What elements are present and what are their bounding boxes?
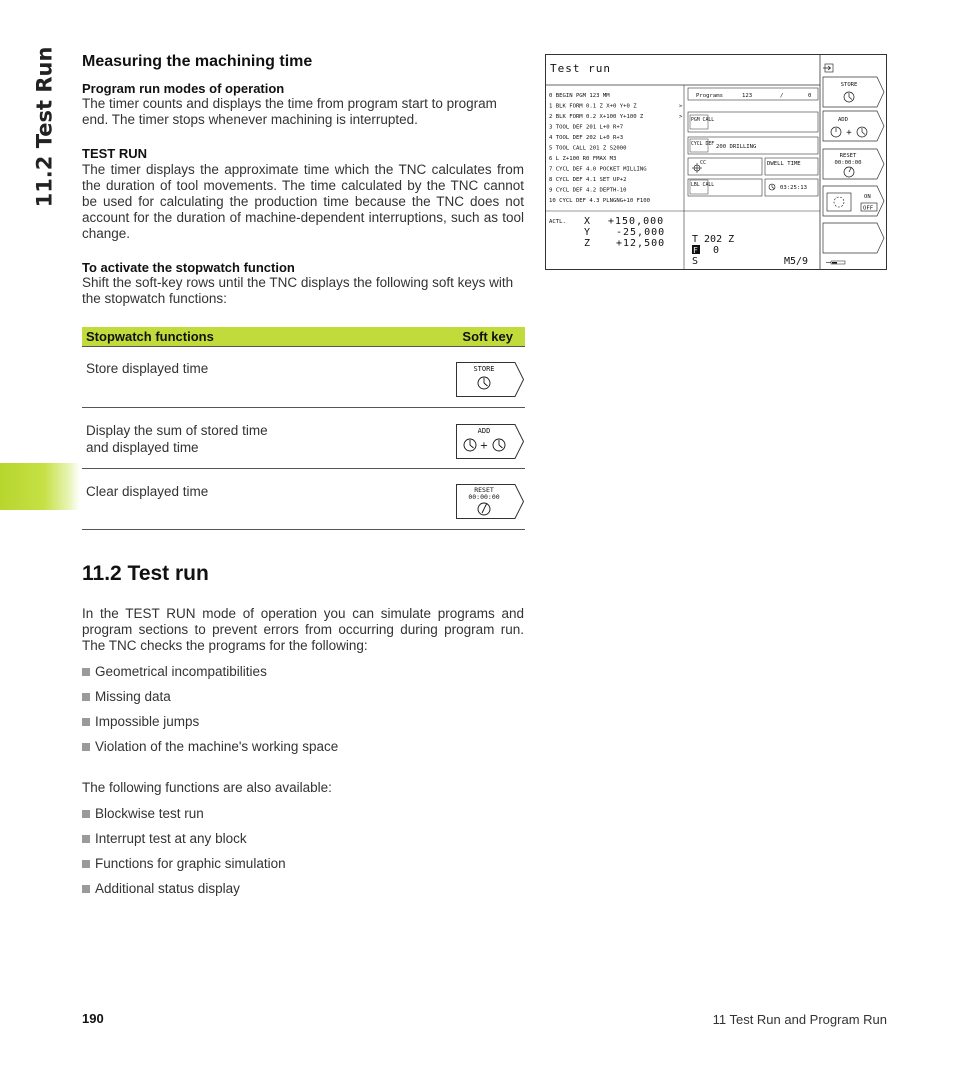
table-row — [82, 408, 525, 469]
bullet-square-icon — [82, 718, 90, 726]
page-number: 190 — [82, 1011, 104, 1026]
reset-softkey-time: 00:00:00 — [468, 493, 500, 501]
stopwatch-functions-table — [82, 327, 525, 530]
paragraph-test-run: The timer displays the approximate time which the TNC calculates from the duration of tool movements. The time calculated by the TNC cannot be used for calculating the production time because the TNC does not account for the duration of machine-dependent interruptions, such as tool change. — [82, 162, 524, 241]
screen-reset-time: 00:00:00 — [834, 160, 862, 166]
side-chapter-title: 11.2 Test Run — [32, 46, 57, 208]
list-item: Blockwise test run — [82, 801, 286, 826]
row-function-text-line2: and displayed time — [86, 440, 199, 455]
table-row — [82, 469, 525, 530]
list-item: Interrupt test at any block — [82, 826, 286, 851]
programs-slash: / — [780, 93, 784, 99]
spindle-label: S — [692, 256, 699, 267]
cycl-def-text: 200 DRILLING — [716, 144, 757, 150]
axis-y-label: Y — [584, 227, 591, 238]
feed-value: 0 — [713, 245, 720, 256]
store-softkey[interactable] — [456, 362, 524, 397]
row-function-text: Display the sum of stored time — [86, 423, 268, 438]
axis-x-value: +150,000 — [608, 216, 665, 227]
functions-list — [82, 801, 286, 901]
programs-value: 123 — [742, 93, 753, 99]
screen-reset-softkey[interactable] — [823, 149, 884, 179]
actl-label: ACTL. — [549, 219, 566, 225]
list-item: Violation of the machine's working space — [82, 734, 338, 759]
row-function-text: Store displayed time — [86, 361, 209, 376]
list-item: Impossible jumps — [82, 709, 338, 734]
program-line: 0 BEGIN PGM 123 MM — [549, 93, 610, 99]
add-softkey[interactable] — [456, 424, 524, 459]
scroll-arrow-icon: > — [679, 103, 683, 110]
table-header-function: Stopwatch functions — [86, 329, 214, 344]
subheading-program-run-modes: Program run modes of operation — [82, 81, 285, 96]
program-line: 1 BLK FORM 0.1 Z X+0 Y+0 Z — [549, 103, 637, 110]
list-item: Additional status display — [82, 876, 286, 901]
program-line: 5 TOOL CALL 201 Z S2000 — [549, 145, 627, 152]
add-softkey-label: ADD — [477, 427, 491, 435]
lbl-call-label: LBL CALL — [691, 183, 715, 188]
paragraph-program-run-modes: The timer counts and displays the time from program start to program end. The timer stops whenever machining is interrupted. — [82, 96, 497, 127]
list-item: Missing data — [82, 684, 338, 709]
programs-count: 0 — [808, 93, 812, 99]
pgm-call-label: PGM CALL — [691, 118, 715, 123]
bullet-square-icon — [82, 668, 90, 676]
screen-reset-label: RESET — [839, 153, 857, 159]
axis-y-value: -25,000 — [616, 227, 666, 238]
program-line: 7 CYCL DEF 4.0 POCKET MILLING — [549, 166, 647, 173]
bullet-square-icon — [82, 860, 90, 868]
timer-value: 03:25:13 — [780, 185, 807, 191]
reset-softkey-label: RESET — [474, 486, 494, 494]
cc-label: CC — [700, 160, 707, 166]
screen-on-off-softkey[interactable] — [823, 186, 884, 216]
bullet-square-icon — [82, 743, 90, 751]
bullet-square-icon — [82, 810, 90, 818]
screen-add-plus-icon: + — [846, 128, 852, 138]
program-line: 4 TOOL DEF 202 L+0 R+3 — [549, 135, 624, 141]
screen-off-label: OFF — [863, 205, 874, 212]
bullet-square-icon — [82, 693, 90, 701]
cycl-def-label: CYCL DEF — [691, 142, 715, 147]
paragraph-also-available: The following functions are also available: — [82, 780, 332, 795]
list-item: Functions for graphic simulation — [82, 851, 286, 876]
table-header — [82, 327, 525, 346]
tool-line: T 202 Z — [692, 234, 735, 245]
program-line: 8 CYCL DEF 4.1 SET UP+2 — [549, 177, 627, 183]
program-line: 3 TOOL DEF 201 L+0 R+7 — [549, 124, 624, 131]
program-line: 9 CYCL DEF 4.2 DEPTH-10 — [549, 187, 627, 194]
program-line: 6 L Z+100 R0 FMAX M3 — [549, 156, 617, 162]
dwell-time-label: DWELL TIME — [767, 161, 801, 167]
checks-list — [82, 659, 338, 759]
bullet-square-icon — [82, 835, 90, 843]
paragraph-activate-stopwatch: Shift the soft-key rows until the TNC displays the following soft keys with the stopwatch functions: — [82, 275, 514, 306]
tnc-test-run-screen — [545, 54, 887, 270]
scroll-arrow-icon: > — [679, 114, 683, 120]
timer-clock-icon — [769, 184, 775, 190]
screen-add-softkey[interactable] — [823, 111, 884, 141]
table-header-softkey: Soft key — [462, 329, 513, 344]
screen-store-softkey[interactable] — [823, 77, 884, 107]
subheading-activate-stopwatch: To activate the stopwatch function — [82, 260, 295, 275]
tnc-screen-drawing — [546, 55, 886, 269]
screen-on-label: ON — [864, 194, 871, 200]
softkey-row-indicator-icon — [826, 261, 845, 264]
footer-chapter-title: 11 Test Run and Program Run — [712, 1012, 887, 1027]
subheading-test-run: TEST RUN — [82, 146, 147, 161]
store-softkey-label: STORE — [473, 365, 495, 373]
screen-store-label: STORE — [840, 82, 858, 88]
axis-x-label: X — [584, 216, 591, 227]
m-function-value: M5/9 — [784, 256, 809, 267]
section-heading-test-run: 11.2 Test run — [82, 562, 209, 585]
table-row — [82, 347, 525, 408]
program-line: 2 BLK FORM 0.2 X+100 Y+100 Z — [549, 114, 644, 120]
screen-title: Test run — [550, 62, 611, 75]
axis-z-value: +12,500 — [616, 238, 666, 249]
screen-empty-softkey[interactable] — [823, 223, 884, 253]
program-line: 10 CYCL DEF 4.3 PLNGNG+10 F100 — [549, 198, 651, 204]
add-plus-sign: + — [479, 440, 489, 452]
exit-arrow-icon — [823, 64, 833, 72]
row-function-text: Clear displayed time — [86, 484, 209, 499]
paragraph-test-run-intro: In the TEST RUN mode of operation you can simulate programs and program sections to prevent errors from occurring during program run. The TNC checks the programs for the following: — [82, 606, 524, 653]
feed-label: F — [693, 246, 698, 255]
list-item: Geometrical incompatibilities — [82, 659, 338, 684]
bullet-square-icon — [82, 885, 90, 893]
section-heading-measuring: Measuring the machining time — [82, 53, 313, 70]
side-tab-marker — [0, 463, 80, 510]
axis-z-label: Z — [584, 238, 591, 249]
reset-softkey[interactable] — [456, 484, 524, 519]
screen-add-label: ADD — [837, 117, 849, 123]
programs-label: Programs — [696, 93, 723, 99]
